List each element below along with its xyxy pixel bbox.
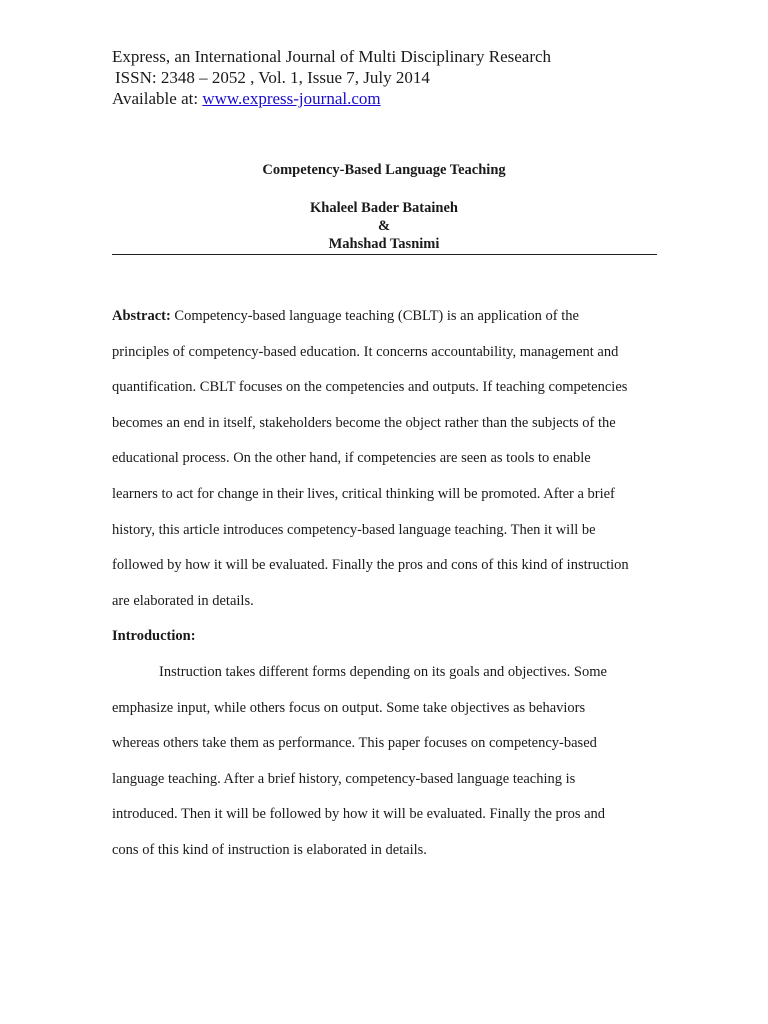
text-line: quantification. CBLT focuses on the competencies and outputs. If teaching competencies [112, 379, 628, 396]
journal-issn: ISSN: 2348 – 2052 , Vol. 1, Issue 7, July 2014 [115, 68, 430, 87]
abstract-paragraph [112, 299, 657, 619]
available-label: Available at: [112, 89, 203, 108]
text-line: emphasize input, while others focus on output. Some take objectives as behaviors [112, 699, 586, 716]
abstract-text: Competency-based language teaching (CBLT) is an application of the [170, 308, 579, 324]
journal-header [112, 46, 551, 109]
journal-availability [112, 88, 551, 109]
text-line: language teaching. After a brief history, competency-based language teaching is [112, 770, 576, 787]
title-divider [112, 254, 657, 255]
author-block [112, 199, 656, 253]
text-line [112, 299, 657, 335]
author-name: Mahshad Tasnimi [328, 236, 440, 252]
text-line: introduced. Then it will be followed by how it will be evaluated. Finally the pros and [112, 806, 606, 823]
text-line: are elaborated in details. [112, 592, 254, 609]
text-line: followed by how it will be evaluated. Finally the pros and cons of this kind of instruction [112, 557, 629, 574]
text-line: becomes an end in itself, stakeholders become the object rather than the subjects of the [112, 414, 616, 431]
abstract-label: Abstract: [112, 308, 171, 324]
text-line: educational process. On the other hand, if competencies are seen as tools to enable [112, 450, 591, 467]
text-line: learners to act for change in their lives, critical thinking will be promoted. After a brief [112, 485, 615, 502]
journal-url-link[interactable]: www.express-journal.com [202, 89, 381, 108]
text-line: Instruction takes different forms depending on its goals and objectives. Some [159, 663, 607, 680]
text-line: principles of competency-based education. It concerns accountability, management and [112, 343, 619, 360]
text-line: whereas others take them as performance. This paper focuses on competency-based [112, 735, 597, 752]
text-line: history, this article introduces competency-based language teaching. Then it will be [112, 521, 596, 538]
paper-title: Competency-Based Language Teaching [262, 162, 506, 178]
introduction-paragraph [112, 655, 657, 869]
text-line: cons of this kind of instruction is elaborated in details. [112, 841, 427, 858]
paper-body [112, 299, 657, 869]
author-name: Khaleel Bader Bataineh [310, 200, 458, 216]
author-separator: & [377, 218, 391, 234]
section-heading-introduction: Introduction: [112, 628, 196, 645]
journal-name: Express, an International Journal of Multi Disciplinary Research [112, 47, 552, 66]
